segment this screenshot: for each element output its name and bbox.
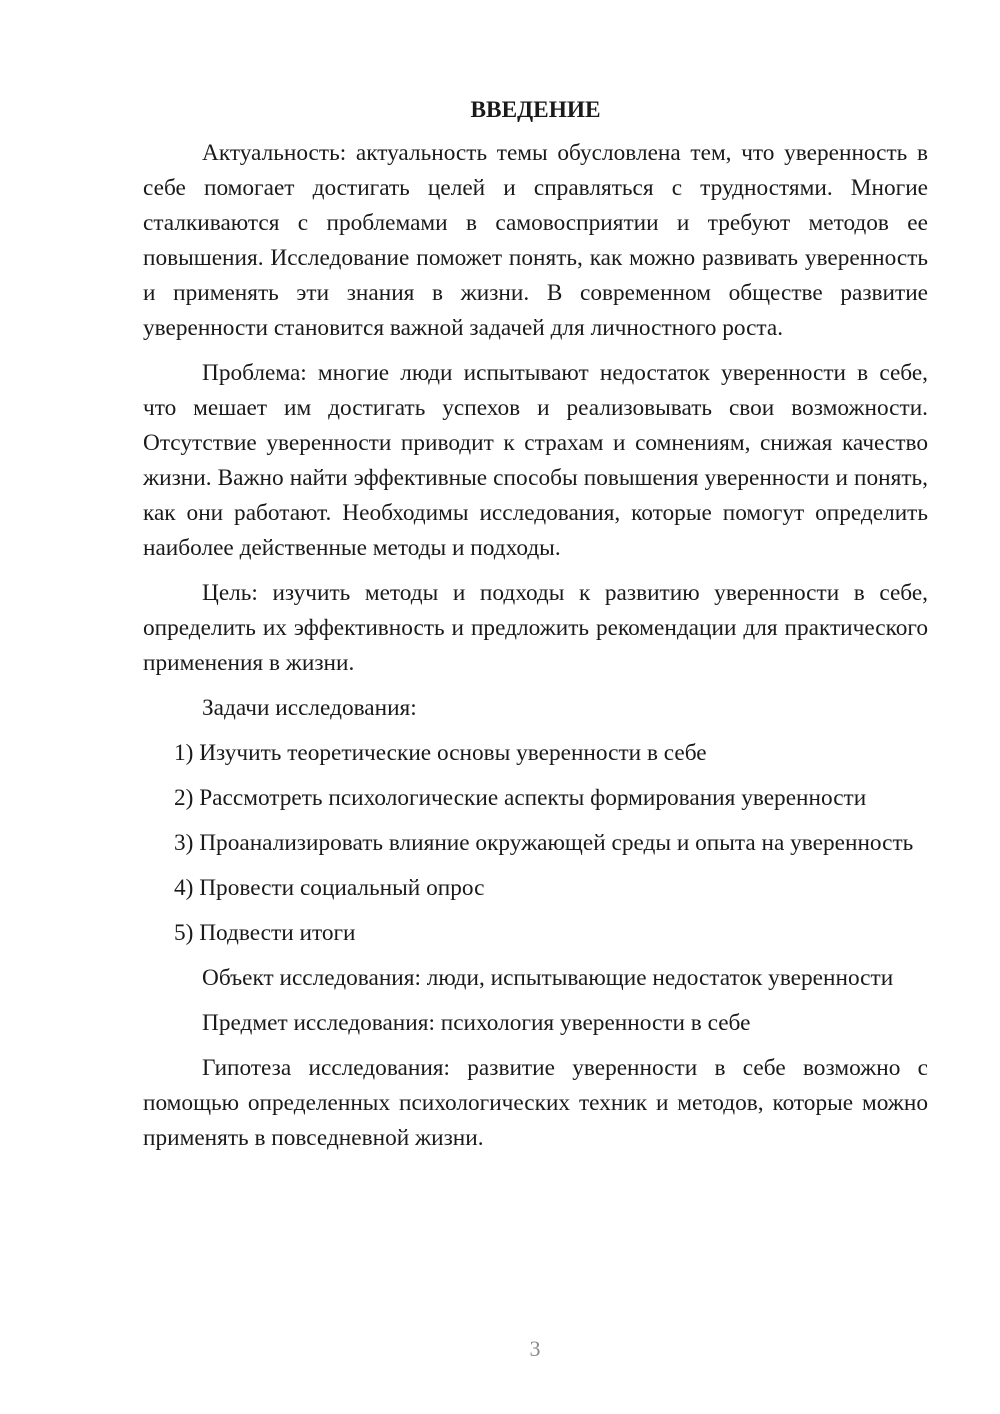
paragraph-subject: Предмет исследования: психология уверенности в себе xyxy=(202,1010,751,1036)
paragraph-tasks-heading: Задачи исследования: xyxy=(202,695,417,721)
task-item-3: 3) Проанализировать влияние окружающей среды и опыта на уверенность xyxy=(174,830,914,856)
paragraph-goal: Цель: изучить методы и подходы к развитию уверенности в себе, определить их эффективность и предложить рекомендации для практического применения в жизни. xyxy=(143,580,928,676)
paragraph-problem: Проблема: многие люди испытывают недостаток уверенности в себе, что мешает им достигать успехов и реализовывать свои возможности. Отсутствие уверенности приводит к страхам и сомнениям, снижая качество жизни. Важно найти эффективные способы повышения уверенности и понять, как они работают. Необходимы исследования, которые помогут определить наиболее действенные методы и подходы. xyxy=(143,360,928,561)
task-item-2: 2) Рассмотреть психологические аспекты формирования уверенности xyxy=(174,785,867,811)
page-number: 3 xyxy=(529,1336,541,1361)
paragraph-relevance: Актуальность: актуальность темы обусловлена тем, что уверенность в себе помогает достигать целей и справляться с трудностями. Многие сталкиваются с проблемами в самовосприятии и требуют методов ее повышения. Исследование поможет понять, как можно развивать уверенность и применять эти знания в жизни. В современном обществе развитие уверенности становится важной задачей для личностного роста. xyxy=(143,140,928,341)
task-item-5: 5) Подвести итоги xyxy=(174,920,356,946)
page-content xyxy=(143,92,928,1166)
paragraph-object: Объект исследования: люди, испытывающие недостаток уверенности xyxy=(202,965,894,991)
paragraph-hypothesis: Гипотеза исследования: развитие уверенности в себе возможно с помощью определенных психологических техник и методов, которые можно применять в повседневной жизни. xyxy=(143,1055,928,1151)
task-item-4: 4) Провести социальный опрос xyxy=(174,875,485,901)
task-item-1: 1) Изучить теоретические основы уверенности в себе xyxy=(174,740,707,766)
section-title: ВВЕДЕНИЕ xyxy=(470,97,601,123)
